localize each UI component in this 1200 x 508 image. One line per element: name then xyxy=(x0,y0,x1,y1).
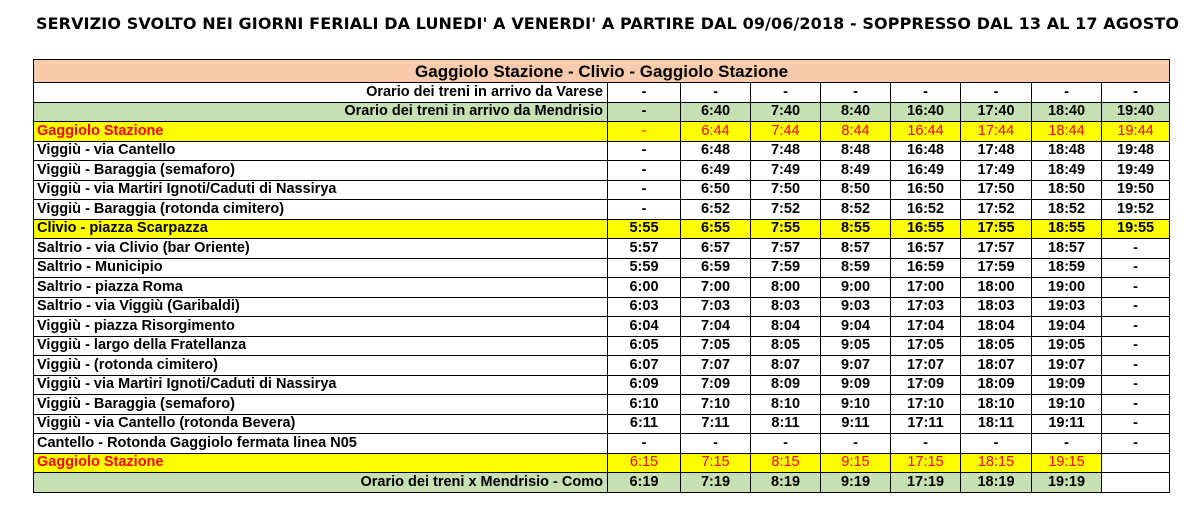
time-cell: 5:57 xyxy=(608,239,681,259)
time-cell: 8:07 xyxy=(751,356,821,376)
time-cell: 8:40 xyxy=(821,102,891,122)
time-cell: 19:19 xyxy=(1032,473,1102,493)
time-cell: - xyxy=(608,180,681,200)
time-cell: - xyxy=(1102,83,1170,103)
time-cell: - xyxy=(1102,356,1170,376)
time-cell: 9:15 xyxy=(821,453,891,473)
time-cell: 16:59 xyxy=(891,258,961,278)
time-cell: 18:49 xyxy=(1032,161,1102,181)
time-cell: 18:19 xyxy=(961,473,1032,493)
time-cell: 6:07 xyxy=(608,356,681,376)
time-cell: 7:50 xyxy=(751,180,821,200)
time-cell: 19:52 xyxy=(1102,200,1170,220)
time-cell: - xyxy=(681,434,751,454)
time-cell: 18:57 xyxy=(1032,239,1102,259)
time-cell: 17:15 xyxy=(891,453,961,473)
time-cell: 19:07 xyxy=(1032,356,1102,376)
time-cell: 9:00 xyxy=(821,278,891,298)
time-cell: 17:07 xyxy=(891,356,961,376)
timetable-title-row xyxy=(34,60,1170,83)
time-cell: - xyxy=(821,434,891,454)
time-cell: 17:50 xyxy=(961,180,1032,200)
time-cell: 7:00 xyxy=(681,278,751,298)
time-cell: 18:44 xyxy=(1032,122,1102,142)
time-cell: 18:10 xyxy=(961,395,1032,415)
time-cell: 19:15 xyxy=(1032,453,1102,473)
time-cell: - xyxy=(1102,239,1170,259)
time-cell: 7:40 xyxy=(751,102,821,122)
stop-name-cell: Orario dei treni x Mendrisio - Como xyxy=(34,473,608,493)
time-cell: 18:52 xyxy=(1032,200,1102,220)
table-row xyxy=(34,453,1170,473)
stop-name-cell: Gaggiolo Stazione xyxy=(34,453,608,473)
time-cell: 17:57 xyxy=(961,239,1032,259)
time-cell: - xyxy=(608,83,681,103)
time-cell: 9:09 xyxy=(821,375,891,395)
time-cell: 7:05 xyxy=(681,336,751,356)
time-cell: 18:48 xyxy=(1032,141,1102,161)
table-row xyxy=(34,356,1170,376)
time-cell: - xyxy=(751,83,821,103)
time-cell: 6:49 xyxy=(681,161,751,181)
time-cell: 16:40 xyxy=(891,102,961,122)
time-cell: 18:15 xyxy=(961,453,1032,473)
time-cell: 8:59 xyxy=(821,258,891,278)
time-cell: 17:11 xyxy=(891,414,961,434)
table-row xyxy=(34,375,1170,395)
time-cell: 9:04 xyxy=(821,317,891,337)
time-cell: 8:05 xyxy=(751,336,821,356)
time-cell: 19:03 xyxy=(1032,297,1102,317)
time-cell: 6:48 xyxy=(681,141,751,161)
time-cell: 16:52 xyxy=(891,200,961,220)
time-cell: 7:15 xyxy=(681,453,751,473)
stop-name-cell: Orario dei treni in arrivo da Mendrisio xyxy=(34,102,608,122)
time-cell: 19:44 xyxy=(1102,122,1170,142)
time-cell: 6:52 xyxy=(681,200,751,220)
time-cell: 7:11 xyxy=(681,414,751,434)
time-cell: 5:59 xyxy=(608,258,681,278)
time-cell: - xyxy=(681,83,751,103)
time-cell: - xyxy=(1102,434,1170,454)
time-cell: 18:55 xyxy=(1032,219,1102,239)
time-cell: - xyxy=(608,122,681,142)
time-cell: 18:11 xyxy=(961,414,1032,434)
time-cell: 8:50 xyxy=(821,180,891,200)
time-cell: - xyxy=(891,434,961,454)
time-cell: 6:50 xyxy=(681,180,751,200)
table-row xyxy=(34,161,1170,181)
time-cell: 16:50 xyxy=(891,180,961,200)
timetable xyxy=(33,59,1170,493)
time-cell: 16:48 xyxy=(891,141,961,161)
time-cell: - xyxy=(1102,336,1170,356)
time-cell: 8:10 xyxy=(751,395,821,415)
time-cell: - xyxy=(1102,414,1170,434)
time-cell: 17:00 xyxy=(891,278,961,298)
time-cell: 16:57 xyxy=(891,239,961,259)
time-cell: 18:04 xyxy=(961,317,1032,337)
time-cell: 8:11 xyxy=(751,414,821,434)
time-cell: 7:52 xyxy=(751,200,821,220)
time-cell: 17:03 xyxy=(891,297,961,317)
time-cell: 17:09 xyxy=(891,375,961,395)
time-cell: 7:04 xyxy=(681,317,751,337)
time-cell: 6:59 xyxy=(681,258,751,278)
time-cell: 9:19 xyxy=(821,473,891,493)
time-cell: 16:44 xyxy=(891,122,961,142)
time-cell: 9:11 xyxy=(821,414,891,434)
time-cell: - xyxy=(1102,278,1170,298)
time-cell: 8:04 xyxy=(751,317,821,337)
table-row xyxy=(34,395,1170,415)
time-cell: 7:55 xyxy=(751,219,821,239)
stop-name-cell: Cantello - Rotonda Gaggiolo fermata linea N05 xyxy=(34,434,608,454)
time-cell: 7:09 xyxy=(681,375,751,395)
time-cell: 18:09 xyxy=(961,375,1032,395)
stop-name-cell: Saltrio - Municipio xyxy=(34,258,608,278)
time-cell xyxy=(1102,453,1170,473)
time-cell: 6:55 xyxy=(681,219,751,239)
stop-name-cell: Saltrio - piazza Roma xyxy=(34,278,608,298)
time-cell: - xyxy=(608,200,681,220)
time-cell: 6:11 xyxy=(608,414,681,434)
time-cell: 18:07 xyxy=(961,356,1032,376)
time-cell: 8:55 xyxy=(821,219,891,239)
time-cell: 7:57 xyxy=(751,239,821,259)
time-cell: 6:57 xyxy=(681,239,751,259)
time-cell: 6:10 xyxy=(608,395,681,415)
time-cell: 19:11 xyxy=(1032,414,1102,434)
time-cell: 19:40 xyxy=(1102,102,1170,122)
table-row xyxy=(34,83,1170,103)
time-cell: 9:10 xyxy=(821,395,891,415)
time-cell: 8:52 xyxy=(821,200,891,220)
time-cell: 7:44 xyxy=(751,122,821,142)
table-row xyxy=(34,434,1170,454)
time-cell: 6:15 xyxy=(608,453,681,473)
time-cell: 6:04 xyxy=(608,317,681,337)
time-cell: 17:04 xyxy=(891,317,961,337)
time-cell: - xyxy=(1032,83,1102,103)
table-row xyxy=(34,219,1170,239)
time-cell: 17:05 xyxy=(891,336,961,356)
time-cell: 7:10 xyxy=(681,395,751,415)
time-cell: 8:09 xyxy=(751,375,821,395)
stop-name-cell: Viggiù - piazza Risorgimento xyxy=(34,317,608,337)
time-cell: - xyxy=(1102,395,1170,415)
stop-name-cell: Orario dei treni in arrivo da Varese xyxy=(34,83,608,103)
timetable-title: Gaggiolo Stazione - Clivio - Gaggiolo Stazione xyxy=(34,60,1170,83)
time-cell: 18:59 xyxy=(1032,258,1102,278)
time-cell: 17:44 xyxy=(961,122,1032,142)
time-cell: 6:19 xyxy=(608,473,681,493)
time-cell: 17:48 xyxy=(961,141,1032,161)
time-cell: 19:00 xyxy=(1032,278,1102,298)
time-cell: 18:40 xyxy=(1032,102,1102,122)
time-cell: 17:19 xyxy=(891,473,961,493)
table-row xyxy=(34,200,1170,220)
stop-name-cell: Clivio - piazza Scarpazza xyxy=(34,219,608,239)
time-cell: 17:59 xyxy=(961,258,1032,278)
time-cell: 9:07 xyxy=(821,356,891,376)
time-cell: - xyxy=(1102,317,1170,337)
stop-name-cell: Gaggiolo Stazione xyxy=(34,122,608,142)
service-notice: SERVIZIO SVOLTO NEI GIORNI FERIALI DA LUNEDI' A VENERDI' A PARTIRE DAL 09/06/2018 - SOPPRESSO DAL 13 AL 17 AGOSTO xyxy=(36,14,1180,33)
time-cell: 8:49 xyxy=(821,161,891,181)
time-cell: 19:05 xyxy=(1032,336,1102,356)
table-row xyxy=(34,336,1170,356)
time-cell: 17:55 xyxy=(961,219,1032,239)
table-row xyxy=(34,180,1170,200)
time-cell: 19:09 xyxy=(1032,375,1102,395)
time-cell: - xyxy=(1032,434,1102,454)
stop-name-cell: Viggiù - via Martiri Ignoti/Caduti di Nassirya xyxy=(34,375,608,395)
time-cell: 9:05 xyxy=(821,336,891,356)
time-cell: - xyxy=(608,161,681,181)
time-cell: 5:55 xyxy=(608,219,681,239)
time-cell: 18:03 xyxy=(961,297,1032,317)
time-cell: 6:09 xyxy=(608,375,681,395)
time-cell: 8:15 xyxy=(751,453,821,473)
time-cell: 19:04 xyxy=(1032,317,1102,337)
table-row xyxy=(34,473,1170,493)
time-cell: 17:10 xyxy=(891,395,961,415)
time-cell: 19:10 xyxy=(1032,395,1102,415)
time-cell: 6:00 xyxy=(608,278,681,298)
table-row xyxy=(34,258,1170,278)
time-cell: 18:05 xyxy=(961,336,1032,356)
time-cell: 7:59 xyxy=(751,258,821,278)
time-cell: 7:19 xyxy=(681,473,751,493)
stop-name-cell: Saltrio - via Viggiù (Garibaldi) xyxy=(34,297,608,317)
time-cell: - xyxy=(608,102,681,122)
time-cell: - xyxy=(1102,258,1170,278)
table-row xyxy=(34,102,1170,122)
time-cell: 18:50 xyxy=(1032,180,1102,200)
time-cell: - xyxy=(1102,375,1170,395)
time-cell: 17:49 xyxy=(961,161,1032,181)
time-cell: - xyxy=(751,434,821,454)
stop-name-cell: Viggiù - (rotonda cimitero) xyxy=(34,356,608,376)
time-cell: - xyxy=(961,83,1032,103)
time-cell: - xyxy=(821,83,891,103)
time-cell: 16:49 xyxy=(891,161,961,181)
table-row xyxy=(34,317,1170,337)
time-cell: - xyxy=(608,141,681,161)
stop-name-cell: Saltrio - via Clivio (bar Oriente) xyxy=(34,239,608,259)
stop-name-cell: Viggiù - Baraggia (semaforo) xyxy=(34,161,608,181)
time-cell: 17:52 xyxy=(961,200,1032,220)
time-cell: 9:03 xyxy=(821,297,891,317)
table-row xyxy=(34,297,1170,317)
time-cell: 7:49 xyxy=(751,161,821,181)
table-row xyxy=(34,239,1170,259)
table-row xyxy=(34,414,1170,434)
time-cell: - xyxy=(1102,297,1170,317)
time-cell: 8:19 xyxy=(751,473,821,493)
time-cell: 19:50 xyxy=(1102,180,1170,200)
time-cell: 8:00 xyxy=(751,278,821,298)
time-cell: 8:03 xyxy=(751,297,821,317)
time-cell: 19:49 xyxy=(1102,161,1170,181)
time-cell: 7:07 xyxy=(681,356,751,376)
time-cell xyxy=(1102,473,1170,493)
stop-name-cell: Viggiù - via Cantello xyxy=(34,141,608,161)
time-cell: 6:44 xyxy=(681,122,751,142)
time-cell: - xyxy=(891,83,961,103)
time-cell: 17:40 xyxy=(961,102,1032,122)
time-cell: 19:48 xyxy=(1102,141,1170,161)
time-cell: - xyxy=(961,434,1032,454)
time-cell: 7:03 xyxy=(681,297,751,317)
table-row xyxy=(34,278,1170,298)
stop-name-cell: Viggiù - Baraggia (semaforo) xyxy=(34,395,608,415)
time-cell: 18:00 xyxy=(961,278,1032,298)
stop-name-cell: Viggiù - Baraggia (rotonda cimitero) xyxy=(34,200,608,220)
time-cell: 8:48 xyxy=(821,141,891,161)
time-cell: 19:55 xyxy=(1102,219,1170,239)
table-row xyxy=(34,122,1170,142)
time-cell: 7:48 xyxy=(751,141,821,161)
table-row xyxy=(34,141,1170,161)
time-cell: - xyxy=(608,434,681,454)
time-cell: 8:44 xyxy=(821,122,891,142)
time-cell: 6:03 xyxy=(608,297,681,317)
stop-name-cell: Viggiù - largo della Fratellanza xyxy=(34,336,608,356)
stop-name-cell: Viggiù - via Martiri Ignoti/Caduti di Nassirya xyxy=(34,180,608,200)
time-cell: 6:40 xyxy=(681,102,751,122)
time-cell: 8:57 xyxy=(821,239,891,259)
stop-name-cell: Viggiù - via Cantello (rotonda Bevera) xyxy=(34,414,608,434)
time-cell: 6:05 xyxy=(608,336,681,356)
time-cell: 16:55 xyxy=(891,219,961,239)
